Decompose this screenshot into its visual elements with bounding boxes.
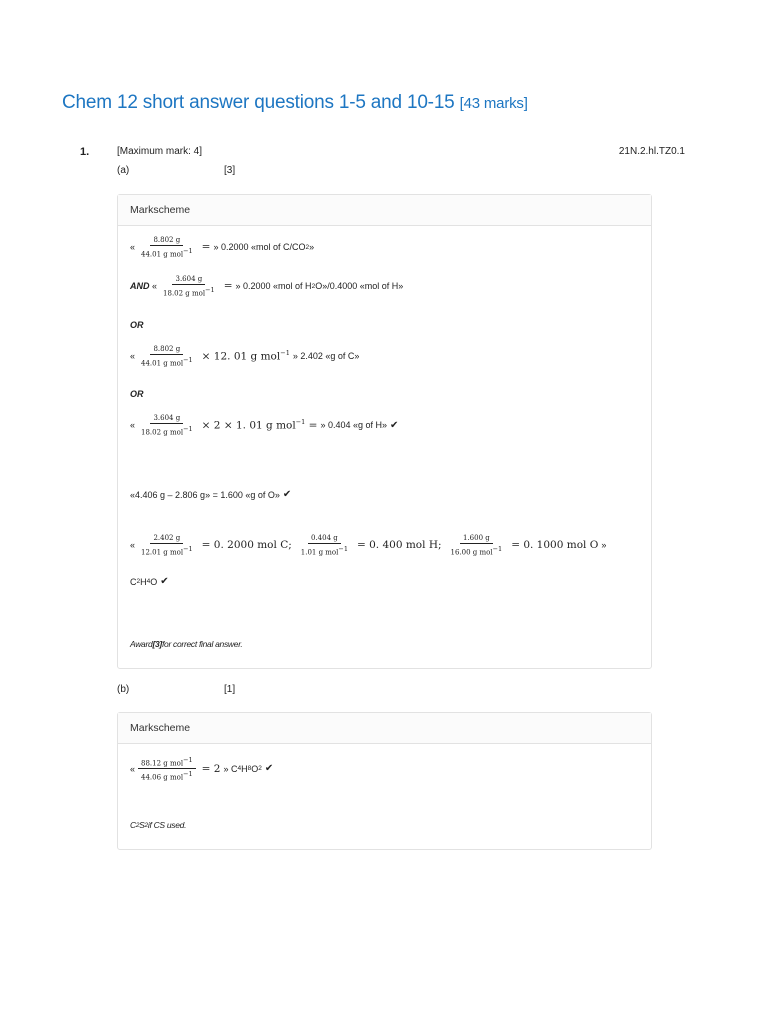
fraction: $\frac{8.802 g}{44.01 g mol^{-1}}$ xyxy=(141,236,193,259)
ms-b-line-1: « $\frac{88.12 g mol^{-1}}{44.06 g mol^{-1}}$ = 2 » C 4 H 8 O 2 ✔ xyxy=(130,756,274,782)
part-a-marks: [3] xyxy=(224,165,236,176)
checkmark-icon: ✔ xyxy=(160,576,169,587)
ms-a-line-5: «4.406 g – 2.806 g» = 1.600 «g of O» ✔ xyxy=(130,489,292,500)
ms-a-or-1: OR xyxy=(130,320,144,330)
ms-a-line-2: AND « $\frac{3.604 g}{18.02 g mol^{-1}}$ = » 0.2000 «mol of H 2 O»/0.4000 «mol of H» xyxy=(130,275,404,298)
ms-a-line-4: « $\frac{3.604 g}{18.02 g mol^{-1}}$ × 2 × 1. 01 g mol$^{-1}$ = » 0.404 «g of H» ✔ xyxy=(130,414,399,437)
total-marks: [43 marks] xyxy=(459,95,528,112)
fraction: $\frac{1.600 g}{16.00 g mol^{-1}}$ xyxy=(450,534,503,557)
ms-a-line-6: « $\frac{2.402 g}{12.01 g mol^{-1}}$ = 0. 2000 mol C; $\frac{0.404 g}{1.01 g mol^{-1}}$ = 0. 400 mol H; $\frac{1.600 g}{16.00 g mol^{-1}}$ = 0. 1000 mol O » xyxy=(130,534,607,557)
markscheme-b xyxy=(117,712,652,850)
ms-a-answer: C 2 H 4 O ✔ xyxy=(130,576,169,587)
checkmark-icon: ✔ xyxy=(282,489,292,500)
ms-a-or-2: OR xyxy=(130,389,144,399)
markscheme-a-title: Markscheme xyxy=(118,195,651,226)
ms-b-note: C 2 S 2 if CS used. xyxy=(130,820,187,830)
question-number: 1. xyxy=(80,146,90,158)
ms-a-line-3: « $\frac{8.802 g}{44.01 g mol^{-1}}$ × 12. 01 g mol$^{-1}$ » 2.402 «g of C» xyxy=(130,345,360,368)
fraction: $\frac{3.604 g}{18.02 g mol^{-1}}$ xyxy=(163,275,215,298)
part-a-label: (a) xyxy=(117,165,130,176)
checkmark-icon: ✔ xyxy=(264,763,274,775)
part-b-marks: [1] xyxy=(224,684,236,695)
page-title: Chem 12 short answer questions 1-5 and 10-15 [43 marks] xyxy=(62,92,528,113)
max-mark: [Maximum mark: 4] xyxy=(117,146,203,157)
fraction: $\frac{0.404 g}{1.01 g mol^{-1}}$ xyxy=(300,534,348,557)
ms-a-award-note: Award [3] for correct final answer. xyxy=(130,639,243,649)
fraction: $\frac{2.402 g}{12.01 g mol^{-1}}$ xyxy=(141,534,193,557)
markscheme-b-title: Markscheme xyxy=(118,713,651,744)
markscheme-a xyxy=(117,194,652,669)
question-code: 21N.2.hl.TZ0.1 xyxy=(618,146,685,157)
ms-a-line-1: « $\frac{8.802 g}{44.01 g mol^{-1}}$ = » 0.2000 «mol of C/CO 2 » xyxy=(130,236,315,259)
part-b-label: (b) xyxy=(117,684,130,695)
fraction: $\frac{8.802 g}{44.01 g mol^{-1}}$ xyxy=(141,345,193,368)
fraction: $\frac{3.604 g}{18.02 g mol^{-1}}$ xyxy=(141,414,193,437)
fraction: $\frac{88.12 g mol^{-1}}{44.06 g mol^{-1}}$ xyxy=(138,756,196,782)
checkmark-icon: ✔ xyxy=(390,419,399,431)
